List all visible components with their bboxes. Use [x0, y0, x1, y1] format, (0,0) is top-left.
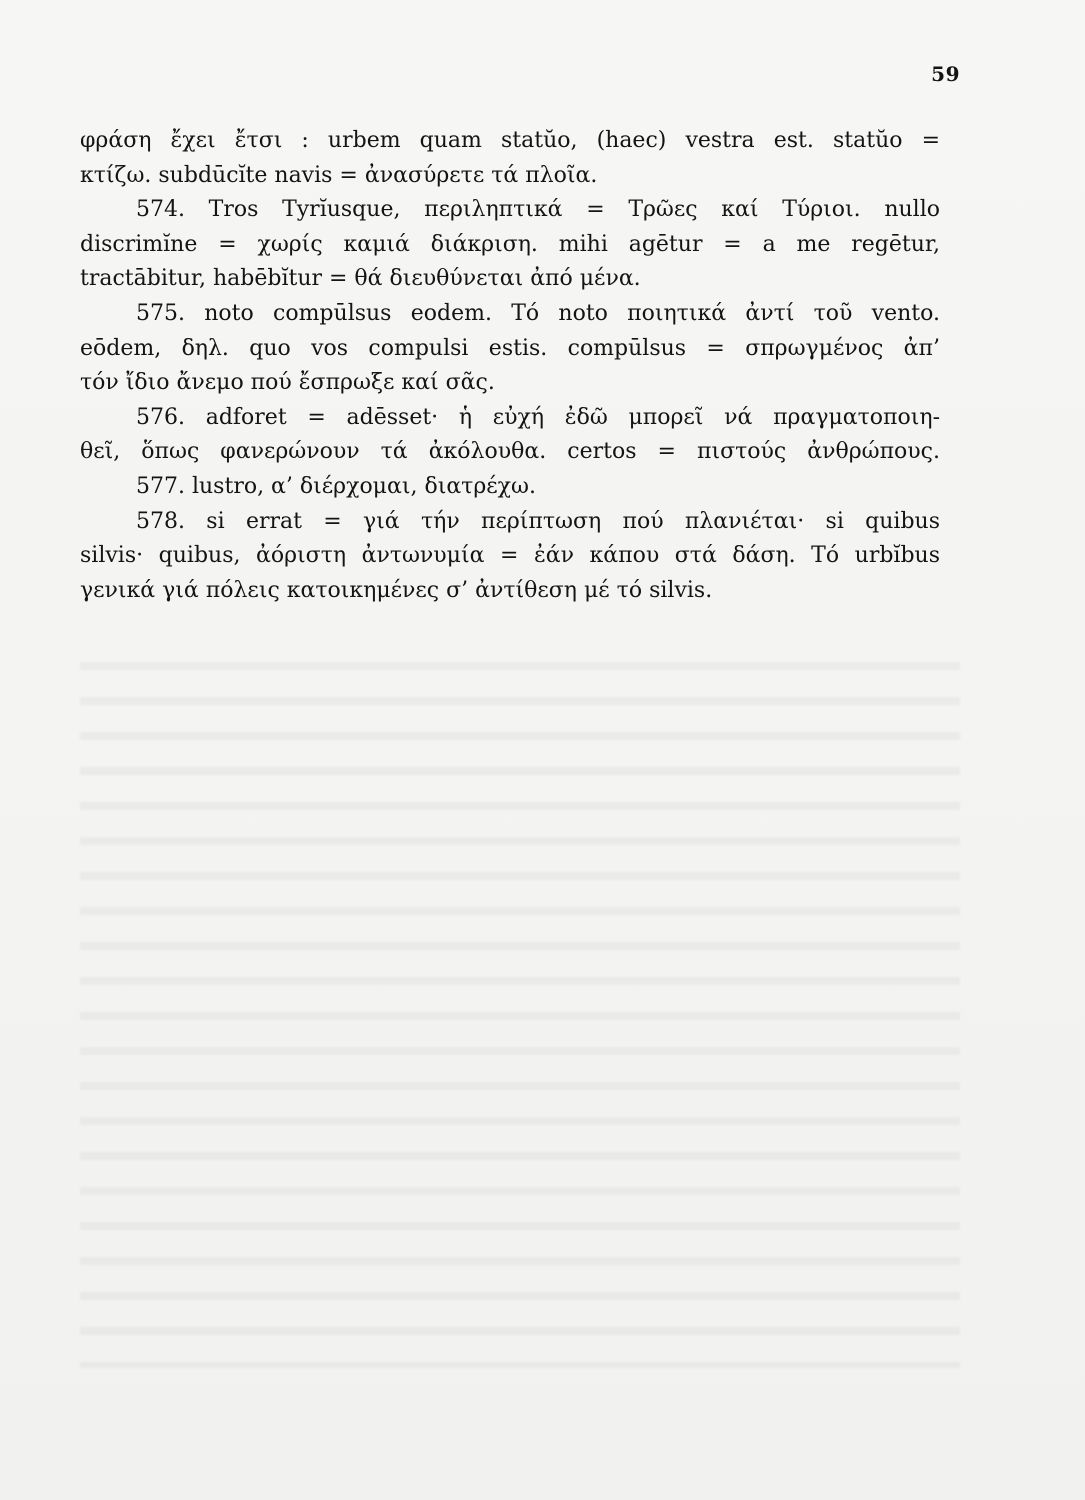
- text-line: tractābitur, habēbĭtur = θά διευθύνεται ἀπό μένα.: [80, 266, 641, 292]
- note-578-line: 578. si errat = γιά τήν περίπτωση πού πλανιέται· si quibus: [136, 508, 940, 534]
- note-576-line: 576. adforet = adēsset· ἡ εὐχή ἐδῶ μπορεῖ νά πραγματοποιη-: [136, 404, 940, 430]
- text-line: silvis· quibus, ἀόριστη ἀντωνυμία = ἐάν κάπου στά δάση. Τό urbĭbus: [80, 543, 940, 569]
- note-574-line: 574. Tros Tyrĭusque, περιληπτικά = Τρῶες καί Τύριοι. nullo: [136, 197, 940, 223]
- text-line: τόν ἴδιο ἄνεμο πού ἔσπρωξε καί σᾶς.: [80, 370, 495, 396]
- text-line: discrimĭne = χωρίς καμιά διάκριση. mihi agētur = a me regētur,: [80, 231, 940, 257]
- note-577-line: 577. lustro, α’ διέρχομαι, διατρέχω.: [136, 473, 536, 499]
- text-line: φράση ἔχει ἔτσι : urbem quam statŭo, (haec) vestra est. statŭo =: [80, 128, 940, 153]
- text-line: κτίζω. subdūcĭte navis = ἀνασύρετε τά πλοῖα.: [80, 162, 598, 188]
- show-through-text: [80, 648, 960, 1368]
- commentary-text: [80, 124, 940, 608]
- text-line: eōdem, δηλ. quo vos compulsi estis. compūlsus = σπρωγμένος ἀπ’: [80, 335, 940, 361]
- note-575-line: 575. noto compūlsus eodem. Τό noto ποιητικά ἀντί τοῦ vento.: [136, 300, 940, 326]
- page-number: 59: [931, 62, 960, 86]
- text-line: γενικά γιά πόλεις κατοικημένες σ’ ἀντίθεση μέ τό silvis.: [80, 577, 713, 603]
- text-line: θεῖ, ὅπως φανερώνουν τά ἀκόλουθα. certos = πιστούς ἀνθρώπους.: [80, 439, 940, 465]
